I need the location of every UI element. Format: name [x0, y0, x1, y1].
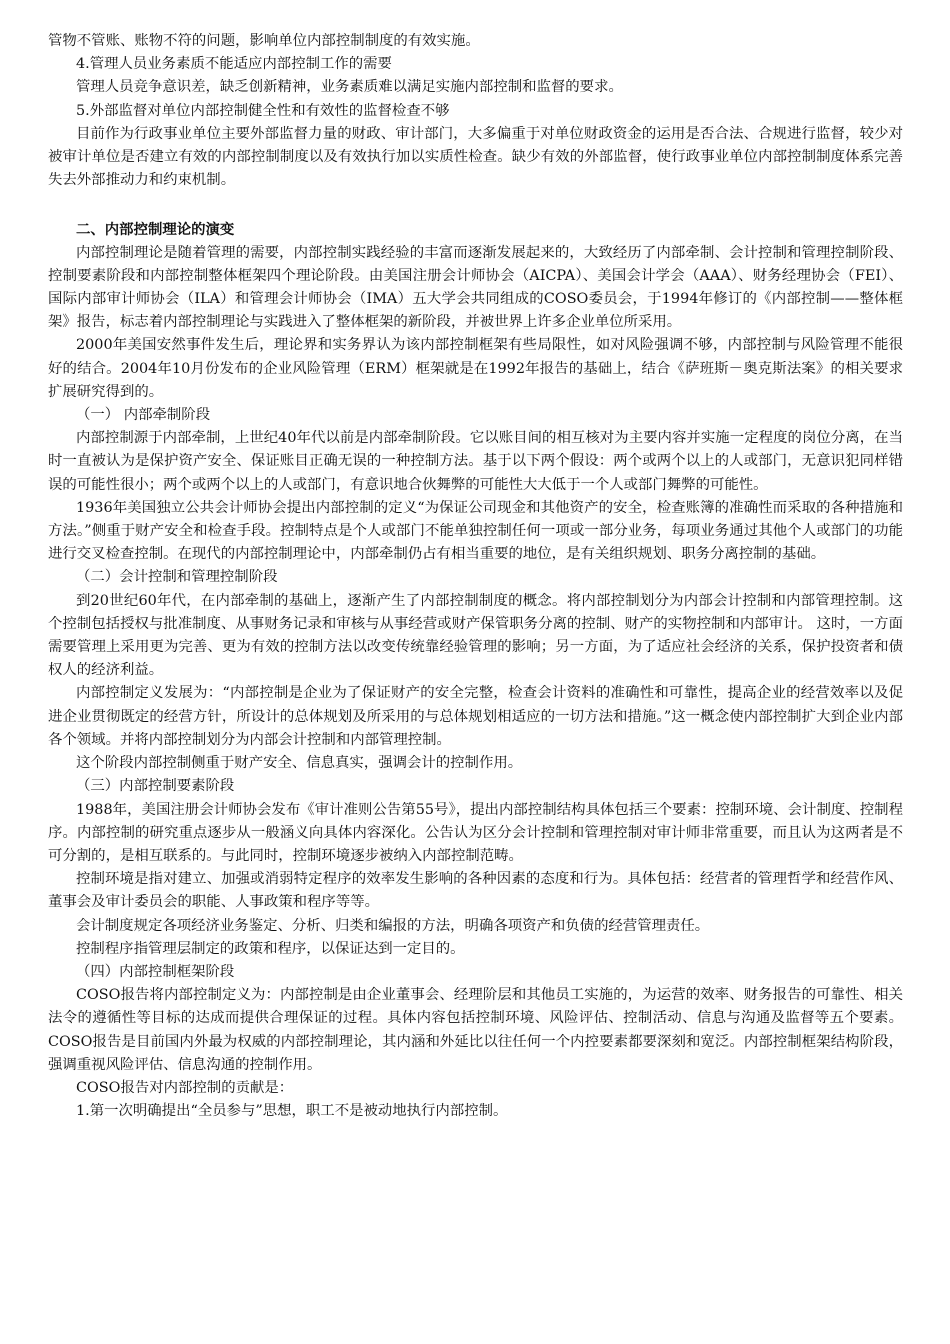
paragraph: 目前作为行政事业单位主要外部监督力量的财政、审计部门，大多偏重于对单位财政资金的运用是否合法、合规进行监督，较少对被审计单位是否建立有效的内部控制制度以及有效执行加以实质性检查。缺少有效的外部监督，使行政事业单位内部控制制度体系完善失去外部推动力和约束机制。 — [48, 125, 903, 189]
paragraph: 1988年，美国注册会计师协会发布《审计准则公告第55号》，提出内部控制结构具体包括三个要素：控制环境、会计制度、控制程序。内部控制的研究重点逐步从一般涵义向具体内容深化。公告认为区分会计控制和管理控制对审计师非常重要，而且认为这两者是不可分割的，是相互联系的。与此同时，控制环境逐步被纳入内部控制范畴。 — [48, 801, 903, 864]
paragraph: 内部控制定义发展为：“内部控制是企业为了保证财产的安全完整，检查会计资料的准确性和可靠性，提高企业的经营效率以及促进企业贯彻既定的经营方针，所设计的总体规划及所采用的与总体规划相适应的一切方法和措施。”这一概念使内部控制扩大到企业内部各个领域。并将内部控制划分为内部会计控制和内部管理控制。 — [48, 685, 903, 748]
section-heading: 二、内部控制理论的演变 — [76, 221, 235, 239]
paragraph: COSO报告对内部控制的贡献是： — [76, 1079, 294, 1096]
list-item-heading: 4.管理人员业务素质不能适应内部控制工作的需要 — [76, 56, 392, 73]
subsection-heading: （一） 内部牵制阶段 — [76, 407, 211, 424]
list-item: 1.第一次明确提出“全员参与”思想，职工不是被动地执行内部控制。 — [76, 1103, 508, 1120]
paragraph: 控制程序指管理层制定的政策和程序，以保证达到一定目的。 — [76, 940, 465, 957]
subsection-heading: （二）会计控制和管理控制阶段 — [76, 569, 278, 586]
paragraph: 这个阶段内部控制侧重于财产安全、信息真实，强调会计的控制作用。 — [76, 755, 523, 772]
paragraph: 内部控制源于内部牵制，上世纪40年代以前是内部牵制阶段。它以账目间的相互核对为主要内容并实施一定程度的岗位分离，在当时一直被认为是保护资产安全、保证账目正确无误的一种控制方法。基于以下两个假设：两个或两个以上的人或部门，无意识犯同样错误的可能性很小；两个或两个以上的人或部门，有意识地合伙舞弊的可能性大大低于一个人或部门舞弊的可能性。 — [48, 430, 903, 493]
list-item-heading: 5.外部监督对单位内部控制健全性和有效性的监督检查不够 — [76, 102, 450, 119]
paragraph: 控制环境是指对建立、加强或消弱特定程序的效率发生影响的各种因素的态度和行为。具体包括：经营者的管理哲学和经营作风、董事会及审计委员会的职能、人事政策和程序等等。 — [48, 871, 903, 911]
subsection-heading: （三）内部控制要素阶段 — [76, 778, 235, 795]
paragraph: 到20世纪60年代，在内部牵制的基础上，逐渐产生了内部控制制度的概念。将内部控制划分为内部会计控制和内部管理控制。这个控制包括授权与批准制度、从事财务记录和审核与从事经营或财产保管职务分离的控制、财产的实物控制和内部审计。 这时，一方面需要管理上采用更为完善、更为有效的控制方法以改变传统靠经验管理的影响；另一方面，为了适应社会经济的关系，保护投资者和债权人的经济利益。 — [48, 592, 903, 679]
paragraph: 内部控制理论是随着管理的需要，内部控制实践经验的丰富而逐渐发展起来的，大致经历了内部牵制、会计控制和管理控制阶段、控制要素阶段和内部控制整体框架四个理论阶段。由美国注册会计师协会（AICPA）、美国会计学会（AAA）、财务经理协会（FEI）、国际内部审计师协会（ILA）和管理会计师协会（IMA）五大学会共同组成的COSO委员会，于1994年修订的《内部控制——整体框架》报告，标志着内部控制理论与实践进入了整体框架的新阶段，并被世界上许多企业单位所采用。 — [48, 244, 903, 331]
paragraph: 管理人员竞争意识差，缺乏创新精神，业务素质难以满足实施内部控制和监督的要求。 — [76, 79, 623, 96]
paragraph: 2000年美国安然事件发生后，理论界和实务界认为该内部控制框架有些局限性，如对风险强调不够，内部控制与风险管理不能很好的结合。2004年10月份发布的企业风险管理（ERM）框架就是在1992年报告的基础上，结合《萨班斯－奥克斯法案》的相关要求扩展研究得到的。 — [48, 337, 903, 400]
paragraph: 会计制度规定各项经济业务鉴定、分析、归类和编报的方法，明确各项资产和负债的经营管理责任。 — [76, 917, 710, 934]
subsection-heading: （四）内部控制框架阶段 — [76, 963, 235, 980]
paragraph: 1936年美国独立公共会计师协会提出内部控制的定义“为保证公司现金和其他资产的安全，检查账簿的准确性而采取的各种措施和方法。”侧重于财产安全和检查手段。控制特点是个人或部门不能单独控制任何一项或一部分业务，每项业务通过其他个人或部门的功能进行交叉检查控制。在现代的内部控制理论中，内部牵制仍占有相当重要的地位，是有关组织规划、职务分离控制的基础。 — [48, 499, 903, 563]
section-spacer — [48, 192, 903, 218]
paragraph: 管物不管账、账物不符的问题，影响单位内部控制制度的有效实施。 — [48, 33, 480, 49]
paragraph: COSO报告将内部控制定义为：内部控制是由企业董事会、经理阶层和其他员工实施的，为运营的效率、财务报告的可靠性、相关法令的遵循性等目标的达成而提供合理保证的过程。具体内容包括控制环境、风险评估、控制活动、信息与沟通及监督等五个要素。COSO报告是目前国内外最为权威的内部控制理论，其内涵和外延比以往任何一个内控要素都要深刻和宽泛。内部控制框架结构阶段，强调重视风险评估、信息沟通的控制作用。 — [48, 987, 903, 1073]
